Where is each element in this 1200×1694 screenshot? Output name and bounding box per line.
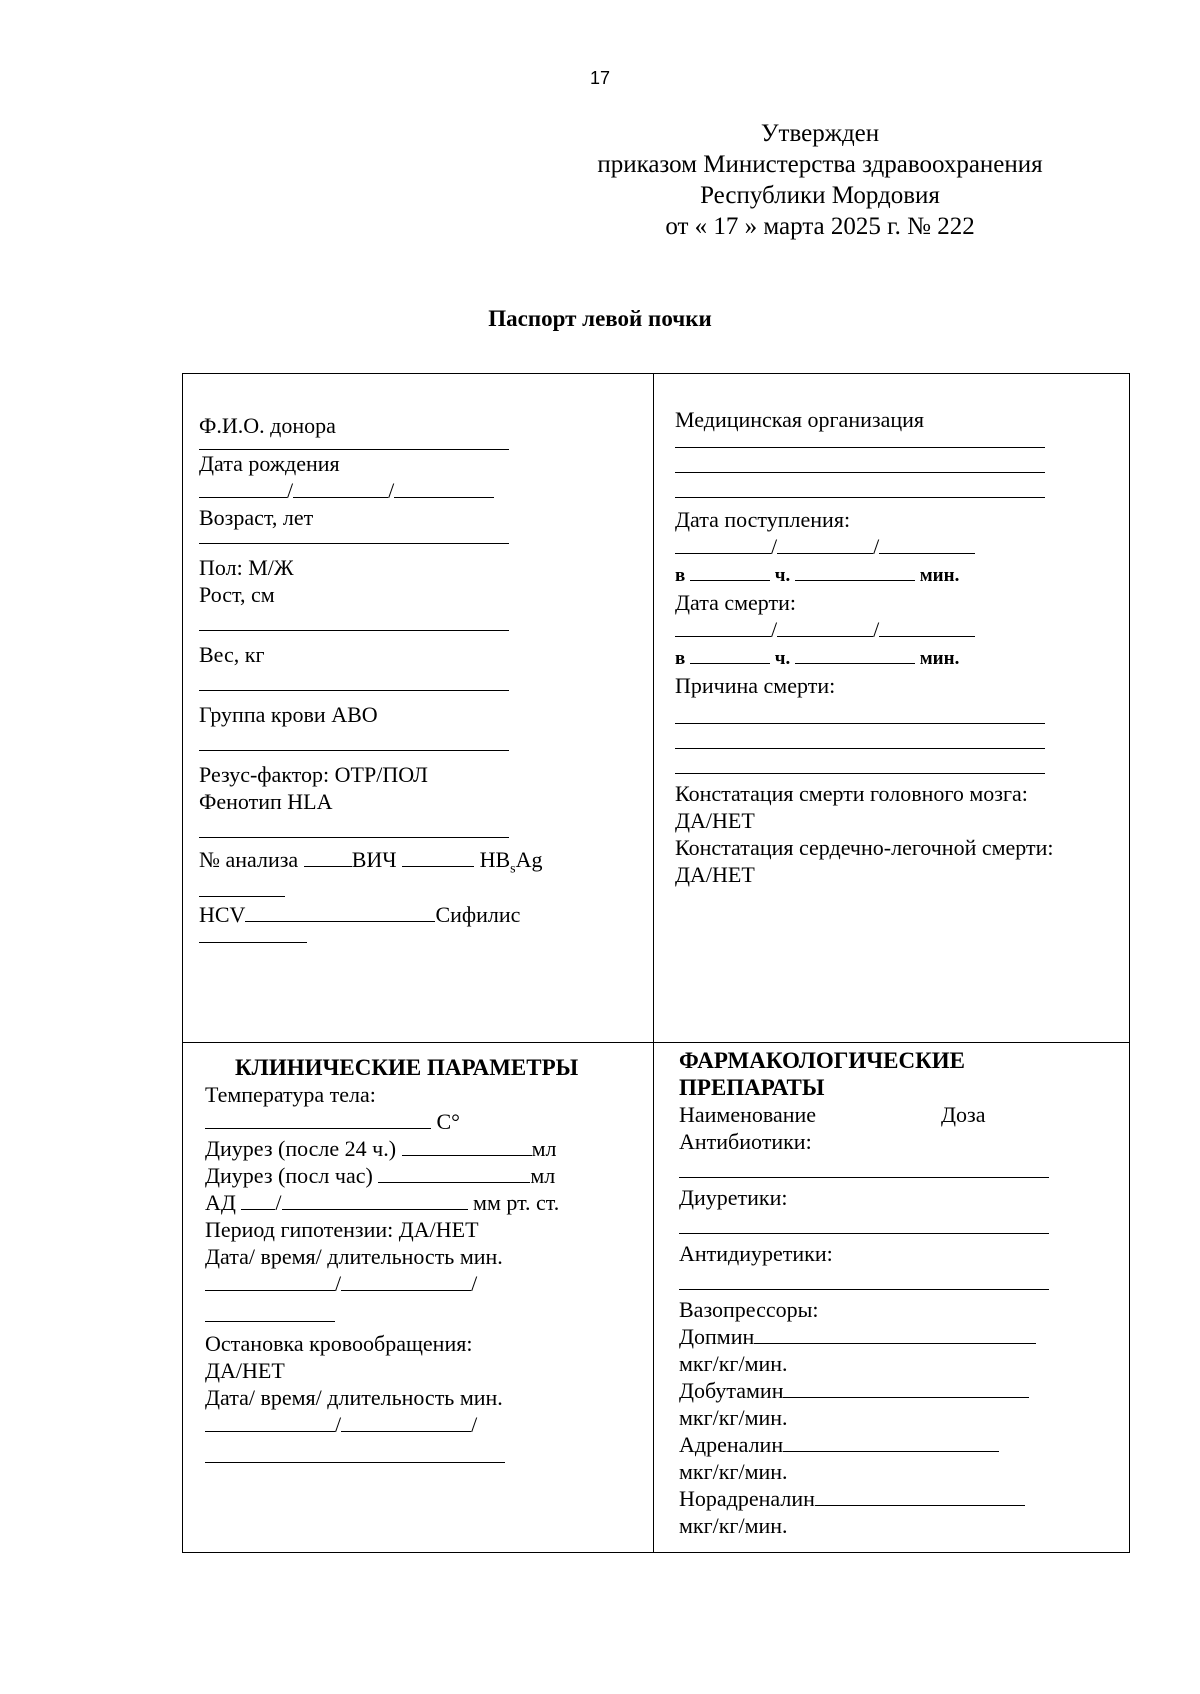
temperature-field[interactable]	[205, 1108, 431, 1129]
birth-date-field[interactable]: / /	[199, 477, 639, 504]
brain-death-label: Констатация смерти головного мозга:	[675, 781, 1028, 806]
admission-time-row: в ч. мин.	[675, 560, 1115, 589]
death-time-row: в ч. мин.	[675, 643, 1115, 672]
approval-line: приказом Министерства здравоохранения	[597, 151, 1043, 178]
hla-field[interactable]	[199, 837, 509, 838]
passport-form	[182, 373, 1130, 1553]
approval-line: Республики Мордовия	[700, 182, 940, 209]
noradrenaline-unit: мкг/кг/мин.	[679, 1513, 788, 1538]
organization-section	[675, 406, 1115, 888]
hypotension-datetime-field[interactable]: / /	[205, 1270, 645, 1297]
death-cause-field-3[interactable]	[675, 773, 1045, 774]
hbsag-field[interactable]	[199, 896, 285, 897]
hiv-field[interactable]	[402, 846, 474, 867]
med-org-field-2[interactable]	[675, 472, 1045, 473]
blood-group-field[interactable]	[199, 750, 509, 751]
sex-label: Пол: М/Ж	[199, 555, 294, 580]
pharma-title-line1: ФАРМАКОЛОГИЧЕСКИЕ	[679, 1048, 965, 1073]
diuresis-24-field[interactable]	[402, 1135, 532, 1156]
age-field[interactable]	[199, 543, 509, 544]
column-divider	[653, 374, 654, 1552]
rhesus-label: Резус-фактор: ОТР/ПОЛ	[199, 762, 428, 787]
syphilis-label: Сифилис	[435, 902, 521, 928]
donor-section	[199, 412, 639, 943]
arrest-label: Остановка кровообращения:	[205, 1331, 473, 1356]
weight-label: Вес, кг	[199, 642, 265, 667]
bp-systolic-field[interactable]	[241, 1189, 275, 1210]
arrest-datetime-field[interactable]: / /	[205, 1411, 645, 1438]
admission-date-field[interactable]: / /	[675, 533, 1115, 560]
vasopressors-label: Вазопрессоры:	[679, 1297, 819, 1322]
diuretics-label: Диуретики:	[679, 1185, 788, 1210]
dopamine-field[interactable]	[754, 1323, 1036, 1344]
med-org-field-3[interactable]	[675, 497, 1045, 498]
cardio-death-option[interactable]: ДА/НЕТ	[675, 862, 755, 887]
death-date-field[interactable]: / /	[675, 616, 1115, 643]
analysis-field[interactable]	[304, 846, 352, 867]
hypotension-datetime-label: Дата/ время/ длительность мин.	[205, 1244, 503, 1269]
arrest-option[interactable]: ДА/НЕТ	[205, 1358, 285, 1383]
brain-death-option[interactable]: ДА/НЕТ	[675, 808, 755, 833]
pharma-header-row	[679, 1101, 1119, 1128]
death-cause-field-1[interactable]	[675, 723, 1045, 724]
arrest-duration-field[interactable]	[205, 1462, 505, 1463]
clinical-section	[205, 1054, 645, 1463]
height-label: Рост, см	[199, 582, 275, 607]
arrest-datetime-label: Дата/ время/ длительность мин.	[205, 1385, 503, 1410]
diuresis-last-row: Диурез (посл час) мл	[205, 1163, 556, 1188]
pharma-title-line2: ПРЕПАРАТЫ	[679, 1075, 825, 1100]
document-title: Паспорт левой почки	[488, 306, 712, 331]
diuretics-field[interactable]	[679, 1233, 1049, 1234]
syphilis-field[interactable]	[199, 942, 307, 943]
temperature-label: Температура тела:	[205, 1082, 376, 1107]
hcv-field[interactable]	[245, 901, 435, 922]
adrenaline-row: Адреналин	[679, 1431, 1119, 1458]
antibiotics-field[interactable]	[679, 1177, 1049, 1178]
hiv-label: ВИЧ	[351, 847, 397, 872]
approval-block	[560, 118, 1080, 242]
adrenaline-field[interactable]	[783, 1431, 999, 1452]
dobutamine-row: Добутамин	[679, 1377, 1119, 1404]
dose-column-label: Доза	[941, 1102, 986, 1127]
antibiotics-label: Антибиотики:	[679, 1129, 812, 1154]
bp-row: АД / мм рт. ст.	[205, 1190, 560, 1215]
noradrenaline-field[interactable]	[815, 1485, 1025, 1506]
death-cause-field-2[interactable]	[675, 748, 1045, 749]
dobutamine-field[interactable]	[783, 1377, 1029, 1398]
analysis-row	[199, 846, 639, 882]
clinical-title: КЛИНИЧЕСКИЕ ПАРАМЕТРЫ	[235, 1055, 579, 1080]
antidiuretics-field[interactable]	[679, 1289, 1049, 1290]
med-org-field-1[interactable]	[675, 447, 1045, 448]
death-date-label: Дата смерти:	[675, 590, 797, 615]
death-cause-label: Причина смерти:	[675, 673, 836, 698]
cardio-death-label: Констатация сердечно-легочной смерти:	[675, 835, 1054, 860]
page-number: 17	[589, 68, 611, 88]
diuresis-last-field[interactable]	[378, 1162, 530, 1183]
diuresis-24-row: Диурез (после 24 ч.) мл	[205, 1136, 557, 1161]
med-org-label: Медицинская организация	[675, 407, 924, 432]
analysis-label: № анализа	[199, 847, 299, 872]
admission-date-label: Дата поступления:	[675, 507, 851, 532]
death-minutes-field[interactable]	[795, 643, 915, 664]
blood-group-label: Группа крови АВО	[199, 702, 378, 727]
dopamine-unit: мкг/кг/мин.	[679, 1351, 788, 1376]
bp-diastolic-field[interactable]	[282, 1189, 468, 1210]
noradrenaline-row: Норадреналин	[679, 1485, 1119, 1512]
dopamine-row: Допмин	[679, 1323, 1119, 1350]
height-field[interactable]	[199, 630, 509, 631]
admission-minutes-field[interactable]	[795, 560, 915, 581]
weight-field[interactable]	[199, 690, 509, 691]
dobutamine-unit: мкг/кг/мин.	[679, 1405, 788, 1430]
death-hours-field[interactable]	[690, 643, 770, 664]
temperature-row: С°	[205, 1108, 645, 1135]
approval-line: Утвержден	[760, 120, 880, 147]
age-label: Возраст, лет	[199, 505, 314, 530]
hbsag-label: $HB_sAg$	[479, 847, 543, 877]
hypotension-duration-field[interactable]	[205, 1321, 335, 1322]
pharma-section	[679, 1047, 1119, 1539]
hla-label: Фенотип HLA	[199, 789, 333, 814]
donor-fio-label: Ф.И.О. донора	[199, 413, 336, 438]
birth-date-label: Дата рождения	[199, 451, 340, 476]
row-divider	[183, 1042, 1129, 1043]
hcv-row	[199, 901, 639, 928]
name-column-label: Наименование	[679, 1102, 817, 1127]
adrenaline-unit: мкг/кг/мин.	[679, 1459, 788, 1484]
hcv-label: HCV	[199, 902, 246, 928]
hypotension-label[interactable]: Период гипотензии: ДА/НЕТ	[205, 1217, 479, 1242]
approval-line: от « 17 » марта 2025 г. № 222	[665, 213, 975, 240]
antidiuretics-label: Антидиуретики:	[679, 1241, 833, 1266]
admission-hours-field[interactable]	[690, 560, 770, 581]
